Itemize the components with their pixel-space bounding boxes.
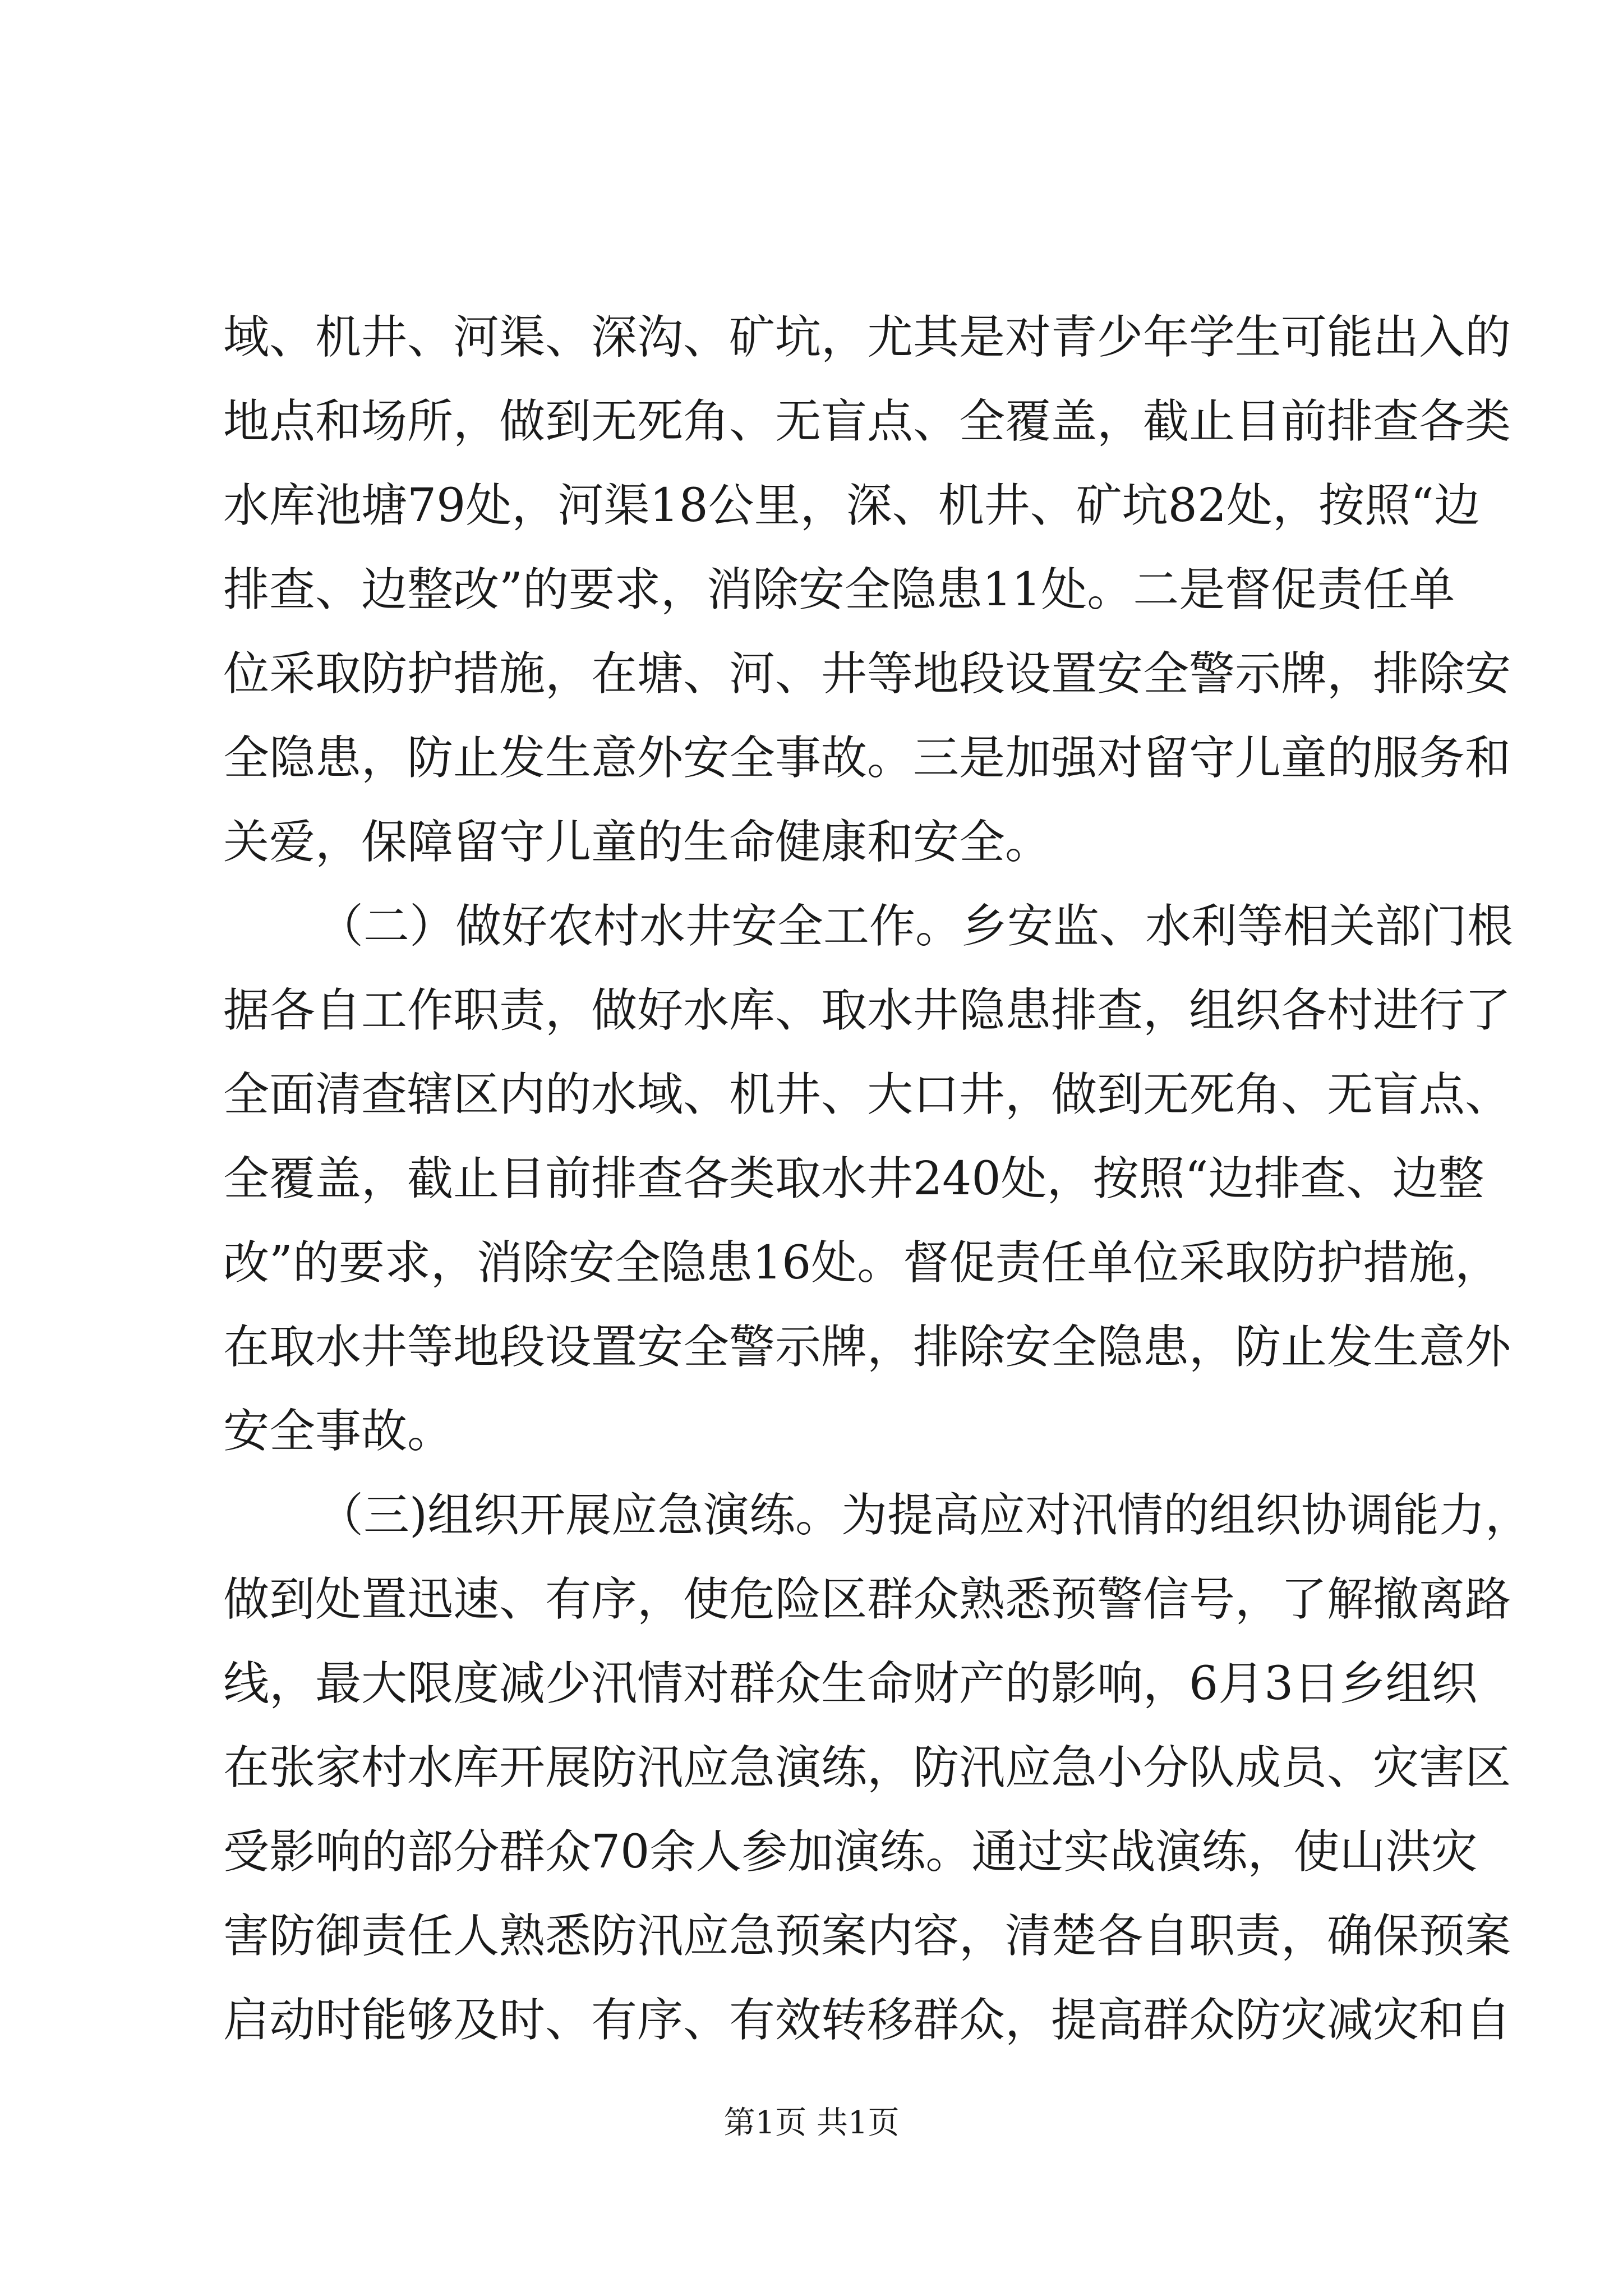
body-line: 域、机井、河渠、深沟、矿坑，尤其是对青少年学生可能出入的 [223,311,1511,364]
body-line: 全隐患，防止发生意外安全事故。三是加强对留守儿童的服务和 [223,731,1511,785]
body-line: （三)组织开展应急演练。为提高应对汛情的组织协调能力， [317,1489,1531,1542]
body-line: 安全事故。 [223,1405,454,1458]
page-number-footer: 第1页 共1页 [723,2105,900,2141]
body-line: 全覆盖，截止目前排查各类取水井240处，按照“边排查、边整 [223,1152,1484,1205]
body-line: 害防御责任人熟悉防汛应急预案内容，清楚各自职责，确保预案 [223,1910,1511,1963]
body-line: （二）做好农村水井安全工作。乡安监、水利等相关部门根 [317,900,1514,953]
body-line: 地点和场所，做到无死角、无盲点、全覆盖，截止目前排查各类 [223,395,1511,448]
body-line: 在取水井等地段设置安全警示牌，排除安全隐患，防止发生意外 [223,1320,1511,1374]
body-line: 受影响的部分群众70余人参加演练。通过实战演练，使山洪灾 [223,1825,1478,1879]
body-line: 位采取防护措施，在塘、河、井等地段设置安全警示牌，排除安 [223,647,1511,701]
body-line: 据各自工作职责，做好水库、取水井隐患排查，组织各村进行了 [223,984,1511,1037]
body-line: 改”的要求，消除安全隐患16处。督促责任单位采取防护措施， [223,1236,1501,1290]
body-line: 全面清查辖区内的水域、机井、大口井，做到无死角、无盲点、 [223,1068,1511,1121]
body-line: 启动时能够及时、有序、有效转移群众，提高群众防灾减灾和自 [223,1994,1511,2047]
body-line: 关爱，保障留守儿童的生命健康和安全。 [223,816,1052,869]
body-line: 水库池塘79处，河渠18公里，深、机井、矿坑82处，按照“边 [223,479,1480,532]
body-line: 排查、边整改”的要求，消除安全隐患11处。二是督促责任单 [223,563,1455,616]
body-line: 在张家村水库开展防汛应急演练，防汛应急小分队成员、灾害区 [223,1741,1511,1795]
body-line: 线，最大限度减少汛情对群众生命财产的影响，6月3日乡组织 [223,1657,1478,1710]
body-line: 做到处置迅速、有序，使危险区群众熟悉预警信号，了解撤离路 [223,1573,1511,1626]
